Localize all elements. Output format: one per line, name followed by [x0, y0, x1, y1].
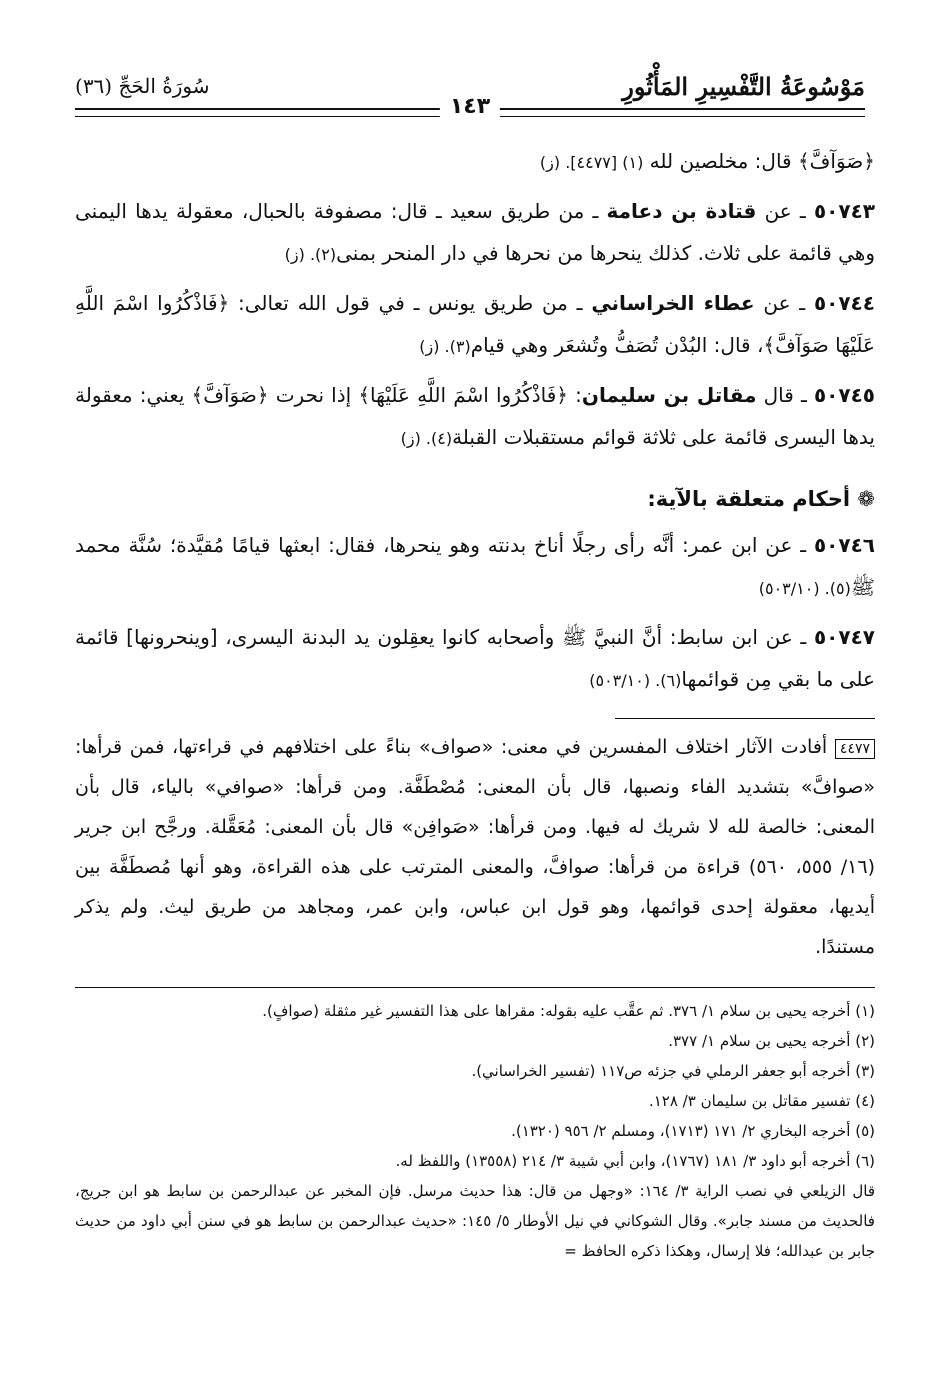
- narrator-name: قتادة بن دعامة: [606, 199, 757, 223]
- entry-50747: [75, 616, 875, 702]
- entry-50746: [75, 524, 875, 610]
- footnotes: [75, 996, 875, 1266]
- section-title: ❁ أحكام متعلقة بالآية:: [647, 487, 875, 511]
- entry-marks: (٥). (٥٠٣/١٠): [758, 579, 851, 598]
- commentary-note: [75, 727, 875, 967]
- entry-text: ﴿صَوَآفَّ﴾ قال: مخلصين لله: [649, 149, 875, 173]
- page-header: [75, 70, 865, 130]
- footnote-item: (٢) أخرجه يحيى بن سلام ١/ ٣٧٧.: [668, 1032, 875, 1050]
- footnote-item: (٦) أخرجه أبو داود ٣/ ١٨١ (١٧٦٧)، وابن أبي شيبة ٣/ ٢١٤ (١٣٥٥٨) واللفظ له.: [395, 1152, 875, 1170]
- narrator-name: عطاء الخراساني: [591, 291, 755, 315]
- surah-label: سُورَةُ الحَجِّ (٣٦): [75, 74, 210, 98]
- note-tag: ٤٤٧٧: [835, 739, 875, 759]
- entry-marks: (٤). (ز): [400, 429, 453, 448]
- entry-marks: (٣). (ز): [419, 337, 471, 356]
- entry-text: ـ من طريق سعيد ـ قال: مصفوفة بالحبال، معقولة يدها اليمنى وهي قائمة على ثلاث. كذلك ينحرها من نحرها في دار المنحر بمنى: [75, 199, 875, 265]
- entry-text: : ﴿فَاذْكُرُوا اسْمَ اللَّهِ عَلَيْهَا﴾ إذا نحرت ﴿صَوَآفَّ﴾ يعني: معقولة يدها اليسرى قائمة على ثلاثة قوائم مستقبلات القبلة: [75, 383, 875, 449]
- page-number: ١٤٣: [440, 94, 500, 119]
- entry-number: ٥٠٧٤٧: [813, 625, 875, 649]
- entry-pre: ـ عن: [754, 291, 814, 315]
- footnote-item: (٥) أخرجه البخاري ٢/ ١٧١ (١٧١٣)، ومسلم ٢/ ٩٥٦ (١٣٢٠).: [511, 1122, 875, 1140]
- entry-continuation: [75, 140, 875, 184]
- narrator-name: مقاتل بن سليمان: [581, 383, 757, 407]
- entry-pre: ـ عن: [756, 199, 814, 223]
- entry-marks: (٢). (ز): [284, 245, 337, 264]
- entry-number: ٥٠٧٤٤: [813, 291, 875, 315]
- note-divider: [615, 718, 875, 719]
- book-title: مَوْسُوعَةُ التَّفْسِيرِ المَأْثُورِ: [622, 72, 865, 101]
- entry-number: ٥٠٧٤٦: [813, 533, 875, 557]
- footnote-item: قال الزيلعي في نصب الراية ٣/ ١٦٤: «وجهل من قال: هذا حديث مرسل. فإن المخبر عن عبدالرحمن بن سابط هو ابن جريج، فالحديث من مسند جابر». وقال الشوكاني في نيل الأوطار ٥/ ١٤٥: «حديث عبدالرحمن بن سابط هو في سنن أبي داود من حديث جابر بن عبدالله؛ فلا إرسال، وهكذا ذكره الحافظ =: [75, 1182, 875, 1260]
- footnote-item: (١) أخرجه يحيى بن سلام ١/ ٣٧٦. ثم عقَّب عليه بقوله: مقراها على هذا التفسير غير مثقلة (صوافٍ).: [262, 1002, 875, 1020]
- footnote-rule: [75, 987, 875, 988]
- entry-pre: ـ قال: [756, 383, 814, 407]
- main-text: [75, 140, 875, 1266]
- entry-50743: [75, 190, 875, 276]
- entry-text: ـ عن ابن سابط: أنَّ النبيَّ ﷺ وأصحابه كانوا يعقِلون يد البدنة اليسرى، [وينحرونها] قائمة على ما بقي مِن قوائمها: [75, 625, 875, 691]
- note-text: أفادت الآثار اختلاف المفسرين في معنى: «صواف» بناءً على اختلافهم في قراءتها، فمن قرأها: «صوافَّ» بتشديد الفاء ونصبها، قال بأن المعنى: مُصْطَفَّة. ومن قرأها: «صوافي» بالياء، قال بأن المعنى: خالصة لله لا شريك له فيها. ومن قرأها: «صَوافِن» قال بأن المعنى: مُعَقَّلة. ورجَّح ابن جرير (١٦/ ٥٥٥، ٥٦٠) قراءة من قرأها: صوافَّ، والمعنى المترتب على هذه القراءة، وهو أنها مُصطَفَّة بين أيديها، معقولة إحدى قوائمها، وهو قول ابن عباس، وابن عمر، ومجاهد من طريق ليث. ولم يذكر مستندًا.: [75, 736, 875, 958]
- entry-number: ٥٠٧٤٣: [813, 199, 875, 223]
- entry-text: ـ عن ابن عمر: أنَّه رأى رجلًا أناخ بدنته وهو ينحرها، فقال: ابعثها قيامًا مُقيَّدة؛ سُنَّة محمد ﷺ: [75, 533, 875, 599]
- entry-50744: [75, 282, 875, 368]
- entry-number: ٥٠٧٤٥: [813, 383, 875, 407]
- entry-marks: (١) [٤٤٧٧]. (ز): [539, 153, 644, 172]
- entry-marks: (٦). (٥٠٣/١٠): [589, 671, 682, 690]
- entry-text: ـ من طريق يونس ـ في قول الله تعالى: ﴿فَاذْكُرُوا اسْمَ اللَّهِ عَلَيْهَا صَوَآفَّ﴾، قال: البُدْن تُصَفُّ وتُشعَر وهي قيام: [75, 291, 875, 357]
- footnote-item: (٣) أخرجه أبو جعفر الرملي في جزئه ص١١٧ (تفسير الخراساني).: [471, 1062, 875, 1080]
- entry-50745: [75, 374, 875, 460]
- footnote-item: (٤) تفسير مقاتل بن سليمان ٣/ ١٢٨.: [648, 1092, 875, 1110]
